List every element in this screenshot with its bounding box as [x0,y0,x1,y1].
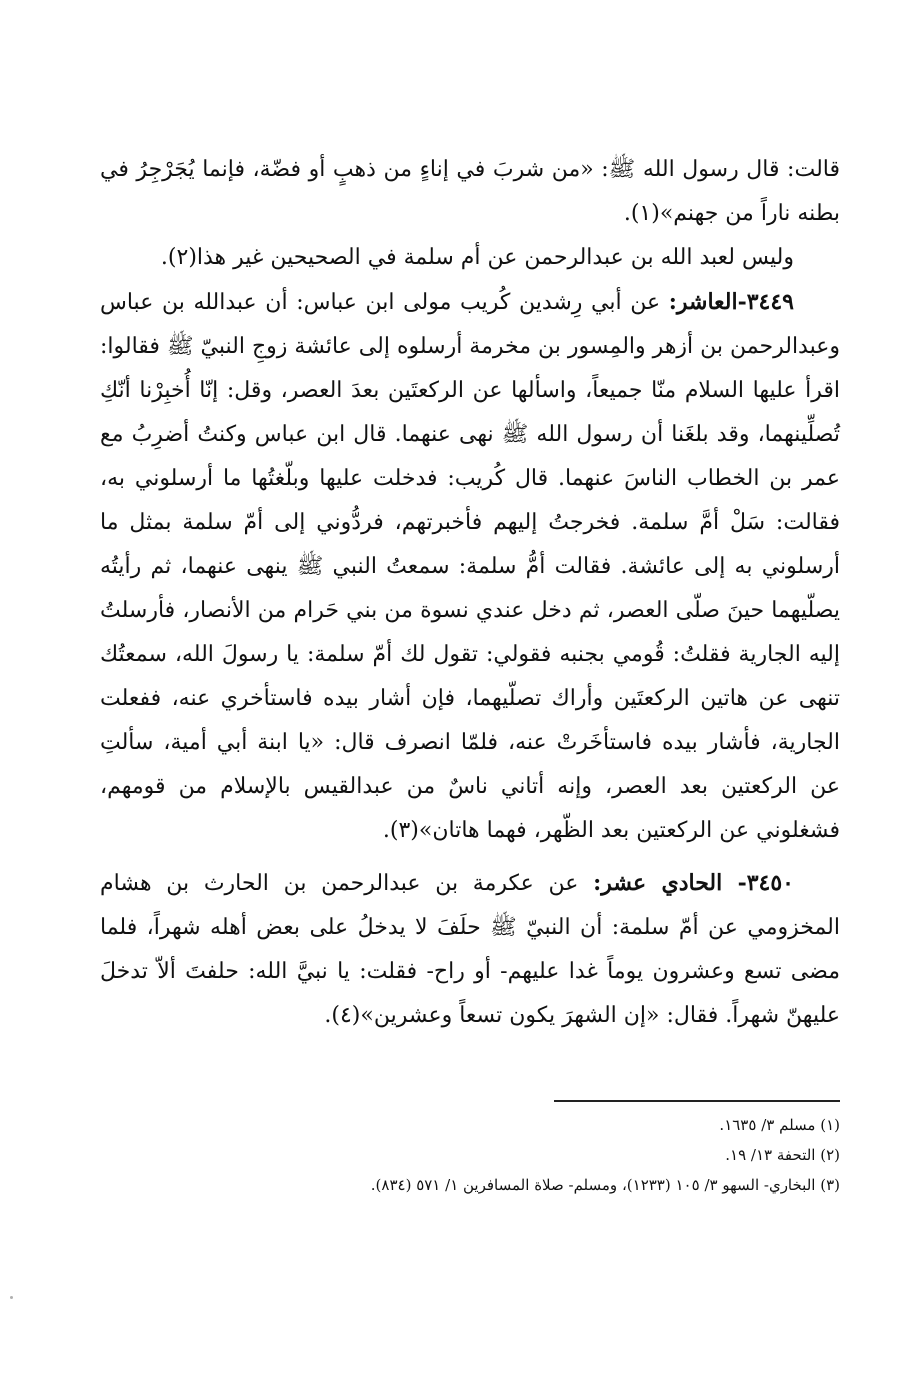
scan-speck [10,1296,13,1299]
hadith-number: ٣٤٥٠- الحادي عشر: [593,870,794,896]
footnote-2: (٢) التحفة ١٣/ ١٩. [725,1146,840,1164]
paragraph-text: عن عكرمة بن عبدالرحمن بن الحارث بن هشام المخزومي عن أمّ سلمة: أن النبيّ ﷺ حلَفَ لا يدخلُ على بعض أهله شهراً، فلما مضى تسع وعشرون يوماً غدا عليهم- أو راح- فقلت: يا نبيَّ الله: حلفتَ ألاّ تدخلَ عليهنّ شهراً. فقال: «إن الشهرَ يكون تسعاً وعشرين»(٤). [100,871,840,1028]
paragraph-text: عن أبي رِشدين كُريب مولى ابن عباس: أن عبدالله بن عباس وعبدالرحمن بن أزهر والمِسور بن مخرمة أرسلوه إلى عائشة زوجِ النبيّ ﷺ فقالوا: اقرأ عليها السلام منّا جميعاً، واسألها عن الركعتَين بعدَ العصر، وقل: إنّا أُخبِرْنا أنّكِ تُصلِّينهما، وقد بلغَنا أن رسول الله ﷺ نهى عنهما. قال ابن عباس وكنتُ أضرِبُ مع عمر بن الخطاب الناسَ عنهما. قال كُريب: فدخلت عليها وبلّغتُها ما أرسلوني به، فقالت: سَلْ أمَّ سلمة. فخرجتُ إليهم فأخبرتهم، فردُّوني إلى أمّ سلمة بمثل ما أرسلوني به إلى عائشة. فقالت أمُّ سلمة: سمعتُ النبي ﷺ ينهى عنهما، ثم رأيتُه يصلّيهما حينَ صلّى العصر، ثم دخل عندي نسوة من بني حَرام من الأنصار، فأرسلتُ إليه الجارية فقلتُ: قُومي بجنبه فقولي: تقول لك أمّ سلمة: يا رسولَ الله، سمعتُك تنهى عن هاتين الركعتَين وأراك تصلّيهما، فإن أشار بيده فاستأخري عنه، ففعلت الجارية، فأشار بيده فاستأخَرتْ عنه، فلمّا انصرف قال: «يا ابنة أبي أمية، سألتِ عن الركعتين بعد العصر، وإنه أتاني ناسٌ من عبدالقيس بالإسلام من قومهم، فشغلوني عن الركعتين بعد الظّهر، فهما هاتان»(٣). [100,290,840,843]
hadith-number: ٣٤٤٩-العاشر: [668,289,794,315]
paragraph-text: وليس لعبد الله بن عبدالرحمن عن أم سلمة في الصحيحين غير هذا(٢). [160,245,794,270]
footnotes [100,1110,840,1200]
paragraph-note [100,236,840,280]
footnote-1: (١) مسلم ٣/ ١٦٣٥. [719,1116,840,1134]
footnote-3: (٣) البخاري- السهو ٣/ ١٠٥ (١٢٣٣)، ومسلم- صلاة المسافرين ١/ ٥٧١ (٨٣٤). [370,1176,840,1194]
page-body [100,148,840,1038]
paragraph-hadith-3450 [100,861,840,1038]
footnote-separator [554,1100,840,1102]
paragraph-text: قالت: قال رسول الله ﷺ: «من شربَ في إناءٍ من ذهبٍ أو فضّة، فإنما يُجَرْجِرُ في بطنه ناراً من جهنم»(١). [100,157,840,226]
paragraph-hadith-continuation [100,148,840,236]
paragraph-hadith-3449 [100,280,840,853]
